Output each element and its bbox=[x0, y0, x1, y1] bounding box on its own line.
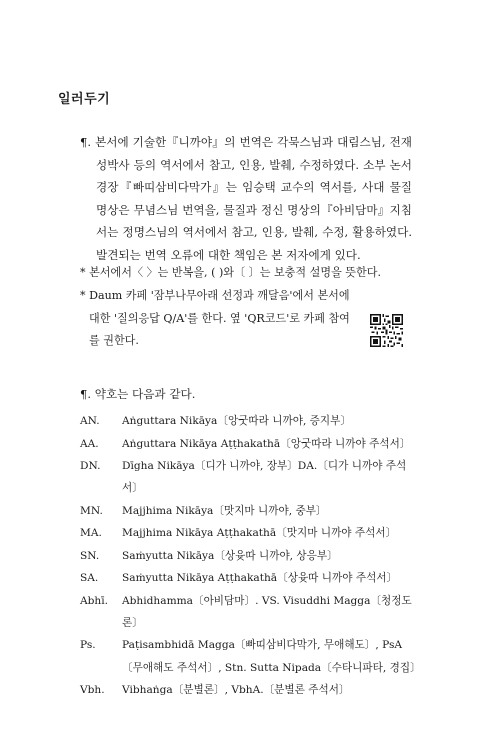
abbr-code: Vbh. bbox=[80, 684, 105, 697]
list-item bbox=[80, 433, 420, 455]
note-text: * 본서에서〈 〉는 반복을, ( )와〔 〕는 보충적 설명을 뜻한다. bbox=[80, 266, 381, 279]
abbr-code: AN. bbox=[80, 415, 100, 427]
abbreviations-heading: ¶. 약호는 다음과 같다. bbox=[80, 387, 196, 401]
abbr-code: MN. bbox=[80, 504, 103, 517]
note-brackets bbox=[80, 262, 412, 285]
abbr-description: Paṭisambhidā Magga〔빠띠삼비다막가, 무애해도〕, PsA〔무애해도 주석서〕, Stn. Sutta Nipada〔수타니파타, 경집〕 bbox=[122, 639, 421, 674]
abbr-description: Aṅguttara Nikāya〔앙굿따라 니까야, 증지부〕 bbox=[122, 415, 351, 427]
abbreviations-list bbox=[80, 410, 420, 702]
abbr-code: Abhī. bbox=[80, 594, 109, 607]
intro-paragraph: ¶. 본서에 기술한『니까야』의 번역은 각묵스님과 대림스님, 전재성박사 등의 역서에서 참고, 인용, 발췌, 수정하였다. 소부 논서 경장『빠띠삼비다막가』는 임승택 교수의 역서를, 사대 물질 명상은 무념스님 번역을, 물질과 정신 명상의『아비담마』지침서는 정명스님의 역서에서 참고, 인용, 발췌, 수정, 활용하였다. 발견되는 번역 오류에 대한 책임은 본 저자에게 있다. bbox=[80, 135, 412, 262]
abbr-description: Majjhima Nikāya Aṭṭhakathā〔맛지마 니까야 주석서〕 bbox=[122, 527, 397, 540]
note-cafe bbox=[80, 285, 360, 353]
abbr-description: Dīgha Nikāya〔디가 니까야, 장부〕DA.〔디가 니까야 주석서〕 bbox=[122, 460, 407, 495]
abbr-code: SN. bbox=[80, 549, 100, 562]
abbr-description: Vibhaṅga〔분별론〕, VbhA.〔분별론 주석서〕 bbox=[122, 684, 350, 697]
list-item bbox=[80, 455, 420, 499]
list-item bbox=[80, 522, 420, 544]
abbr-description: Saṁyutta Nikāya〔상윳따 니까야, 상응부〕 bbox=[122, 549, 338, 562]
qr-code-icon[interactable] bbox=[370, 314, 403, 347]
abbr-code: AA. bbox=[80, 437, 99, 450]
abbr-code: Ps. bbox=[80, 639, 96, 652]
abbr-description: Majjhima Nikāya〔맛지마 니까야, 중부〕 bbox=[122, 504, 327, 517]
abbr-code: SA. bbox=[80, 572, 99, 585]
list-item bbox=[80, 410, 420, 432]
list-item bbox=[80, 500, 420, 522]
intro-section bbox=[80, 131, 412, 266]
abbr-description: Abhidhamma〔아비담마〕. VS. Visuddhi Magga〔청정도론〕 bbox=[122, 594, 412, 629]
list-item bbox=[80, 634, 420, 678]
list-item bbox=[80, 545, 420, 567]
list-item bbox=[80, 567, 420, 589]
list-item bbox=[80, 679, 420, 701]
abbr-description: Saṁyutta Nikāya Aṭṭhakathā〔상윳따 니까야 주석서〕 bbox=[122, 572, 398, 585]
list-item bbox=[80, 590, 420, 634]
abbr-description: Aṅguttara Nikāya Aṭṭhakathā〔앙굿따라 니까야 주석서〕 bbox=[122, 437, 411, 450]
abbr-code: MA. bbox=[80, 527, 102, 540]
abbr-code: DN. bbox=[80, 460, 101, 472]
note-text: * Daum 카페 '잠부나무아래 선정과 깨달음'에서 본서에 대한 '질의응답 Q/A'를 한다. 옆 'QR코드'로 카페 참여를 권한다. bbox=[80, 289, 350, 347]
page-title: 일러두기 bbox=[58, 92, 111, 107]
